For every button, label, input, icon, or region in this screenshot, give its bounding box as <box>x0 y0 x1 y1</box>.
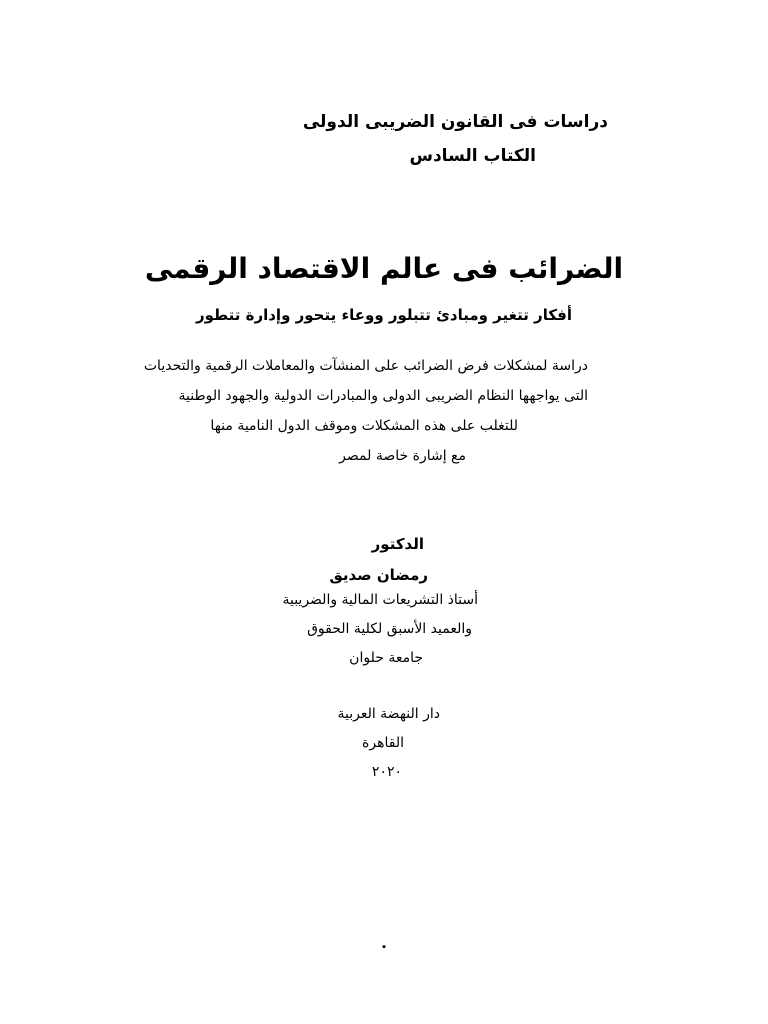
description-line-2: التى يواجهها النظام الضريبى الدولى والمبادرات الدولية والجهود الوطنية <box>178 388 588 404</box>
description-line-1: دراسة لمشكلات فرض الضرائب على المنشآت والمعاملات الرقمية والتحديات <box>143 358 588 374</box>
publisher-city: القاهرة <box>362 735 404 751</box>
page-number: ٠ <box>379 936 389 955</box>
description-line-3: للتغلب على هذه المشكلات وموقف الدول النامية منها <box>210 418 518 434</box>
main-title: الضرائب فى عالم الاقتصاد الرقمى <box>144 252 624 285</box>
author-name: رمضان صديق <box>329 566 428 584</box>
publication-year: ٢٠٢٠ <box>371 764 402 780</box>
description-line-4: مع إشارة خاصة لمصر <box>339 448 466 464</box>
author-position-2: والعميد الأسبق لكلية الحقوق <box>307 621 472 637</box>
author-title: الدكتور <box>371 535 424 553</box>
publisher-name: دار النهضة العربية <box>337 706 440 722</box>
author-position-1: أستاذ التشريعات المالية والضريبية <box>282 592 478 608</box>
author-affiliation: جامعة حلوان <box>349 650 423 666</box>
book-number: الكتاب السادس <box>409 146 536 166</box>
series-title: دراسات فى القانون الضريبى الدولى <box>302 112 608 132</box>
subtitle: أفكار تتغير ومبادئ تتبلور ووعاء يتحور وإدارة تتطور <box>195 306 573 324</box>
